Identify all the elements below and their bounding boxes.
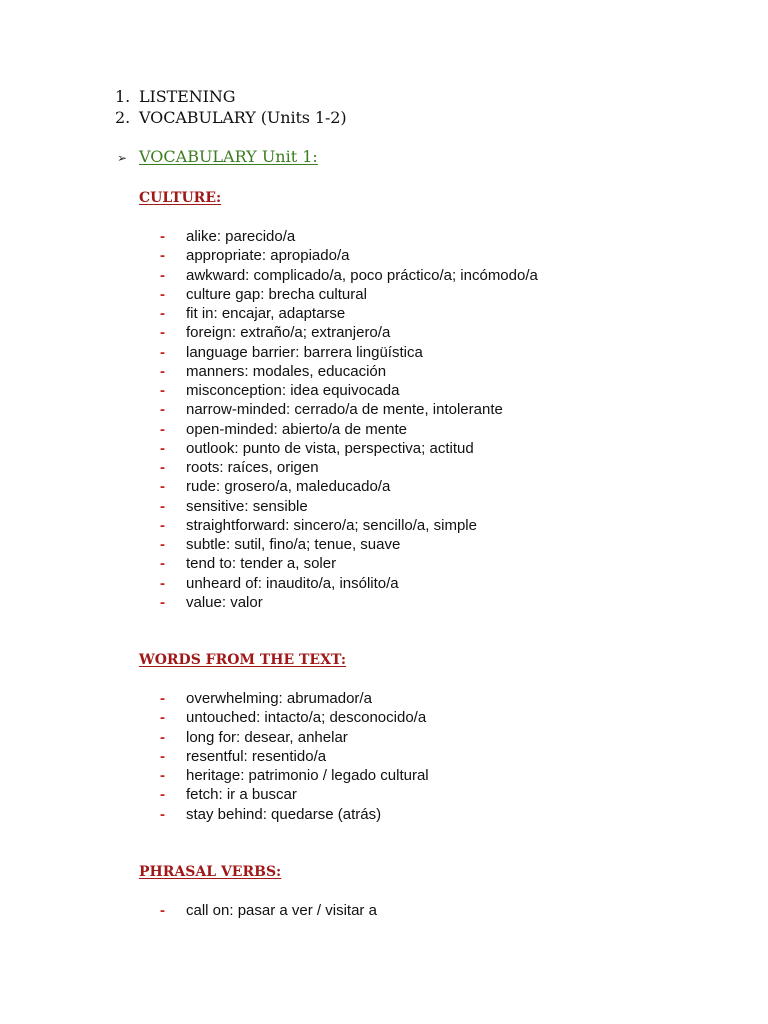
words-from-text-heading: WORDS FROM THE TEXT: bbox=[139, 652, 347, 668]
dash-bullet-icon: - bbox=[160, 285, 165, 303]
vocabulary-term: fit in: encajar, adaptarse bbox=[186, 305, 346, 322]
dash-bullet-icon: - bbox=[160, 228, 165, 245]
vocabulary-term: foreign: extraño/a; extranjero/a bbox=[186, 324, 391, 342]
dash-bullet-icon: - bbox=[160, 593, 165, 611]
vocabulary-term: misconception: idea equivocada bbox=[186, 382, 400, 399]
vocabulary-term: appropriate: apropiado/a bbox=[186, 247, 350, 265]
vocabulary-term: narrow-minded: cerrado/a de mente, intolerante bbox=[186, 401, 503, 419]
vocabulary-term: culture gap: brecha cultural bbox=[186, 285, 367, 303]
vocabulary-term: outlook: punto de vista, perspectiva; actitud bbox=[186, 439, 474, 457]
dash-bullet-icon: - bbox=[160, 728, 165, 746]
vocabulary-term: value: valor bbox=[186, 593, 263, 611]
dash-bullet-icon: - bbox=[160, 767, 165, 784]
dash-bullet-icon: - bbox=[160, 690, 165, 707]
dash-bullet-icon: - bbox=[160, 439, 165, 457]
vocabulary-term: awkward: complicado/a, poco práctico/a; incómodo/a bbox=[186, 266, 538, 284]
dash-bullet-icon: - bbox=[160, 786, 165, 804]
dash-bullet-icon: - bbox=[160, 459, 165, 476]
dash-bullet-icon: - bbox=[160, 401, 165, 419]
vocabulary-term: straightforward: sincero/a; sencillo/a, simple bbox=[186, 516, 477, 534]
vocabulary-term: manners: modales, educación bbox=[186, 362, 387, 380]
vocabulary-term: open-minded: abierto/a de mente bbox=[186, 420, 407, 438]
main-numbered-list bbox=[112, 86, 347, 128]
vocabulary-term: resentful: resentido/a bbox=[186, 747, 327, 765]
vocabulary-term: roots: raíces, origen bbox=[186, 459, 319, 476]
vocabulary-term: untouched: intacto/a; desconocido/a bbox=[186, 709, 427, 727]
vocabulary-term: long for: desear, anhelar bbox=[186, 728, 348, 746]
main-list-item bbox=[112, 107, 347, 128]
vocabulary-term: heritage: patrimonio / legado cultural bbox=[186, 767, 429, 784]
list-number: 2. bbox=[115, 108, 131, 127]
list-label: VOCABULARY (Units 1-2) bbox=[139, 108, 347, 127]
main-list-item bbox=[112, 86, 347, 107]
dash-bullet-icon: - bbox=[160, 709, 165, 727]
dash-bullet-icon: - bbox=[160, 497, 165, 515]
dash-bullet-icon: - bbox=[160, 902, 165, 919]
vocabulary-term: subtle: sutil, fino/a; tenue, suave bbox=[186, 536, 401, 553]
vocabulary-term: call on: pasar a ver / visitar a bbox=[186, 902, 377, 919]
dash-bullet-icon: - bbox=[160, 555, 165, 573]
dash-bullet-icon: - bbox=[160, 305, 165, 322]
vocabulary-term: sensitive: sensible bbox=[186, 497, 308, 515]
list-label: LISTENING bbox=[139, 87, 236, 106]
dash-bullet-icon: - bbox=[160, 478, 165, 496]
vocabulary-term: overwhelming: abrumador/a bbox=[186, 690, 372, 707]
dash-bullet-icon: - bbox=[160, 536, 165, 553]
dash-bullet-icon: - bbox=[160, 420, 165, 438]
list-number: 1. bbox=[115, 87, 131, 106]
dash-bullet-icon: - bbox=[160, 747, 165, 765]
dash-bullet-icon: - bbox=[160, 324, 165, 342]
phrasal-verbs-heading: PHRASAL VERBS: bbox=[139, 864, 282, 880]
arrow-bullet-icon: ➢ bbox=[117, 151, 128, 165]
vocabulary-term: unheard of: inaudito/a, insólito/a bbox=[186, 574, 399, 592]
dash-bullet-icon: - bbox=[160, 247, 165, 265]
dash-bullet-icon: - bbox=[160, 266, 165, 284]
culture-heading: CULTURE: bbox=[139, 190, 222, 206]
dash-bullet-icon: - bbox=[160, 362, 165, 380]
vocabulary-term: language barrier: barrera lingüística bbox=[186, 343, 423, 361]
dash-bullet-icon: - bbox=[160, 382, 165, 399]
vocabulary-term: alike: parecido/a bbox=[186, 228, 296, 245]
vocabulary-term: tend to: tender a, soler bbox=[186, 555, 337, 573]
vocabulary-term: fetch: ir a buscar bbox=[186, 786, 297, 804]
dash-bullet-icon: - bbox=[160, 343, 165, 361]
dash-bullet-icon: - bbox=[160, 574, 165, 592]
dash-bullet-icon: - bbox=[160, 805, 165, 823]
vocabulary-term: stay behind: quedarse (atrás) bbox=[186, 805, 382, 823]
dash-bullet-icon: - bbox=[160, 516, 165, 534]
vocabulary-term: rude: grosero/a, maleducado/a bbox=[186, 478, 391, 496]
vocabulary-unit-title: VOCABULARY Unit 1: bbox=[139, 147, 318, 166]
